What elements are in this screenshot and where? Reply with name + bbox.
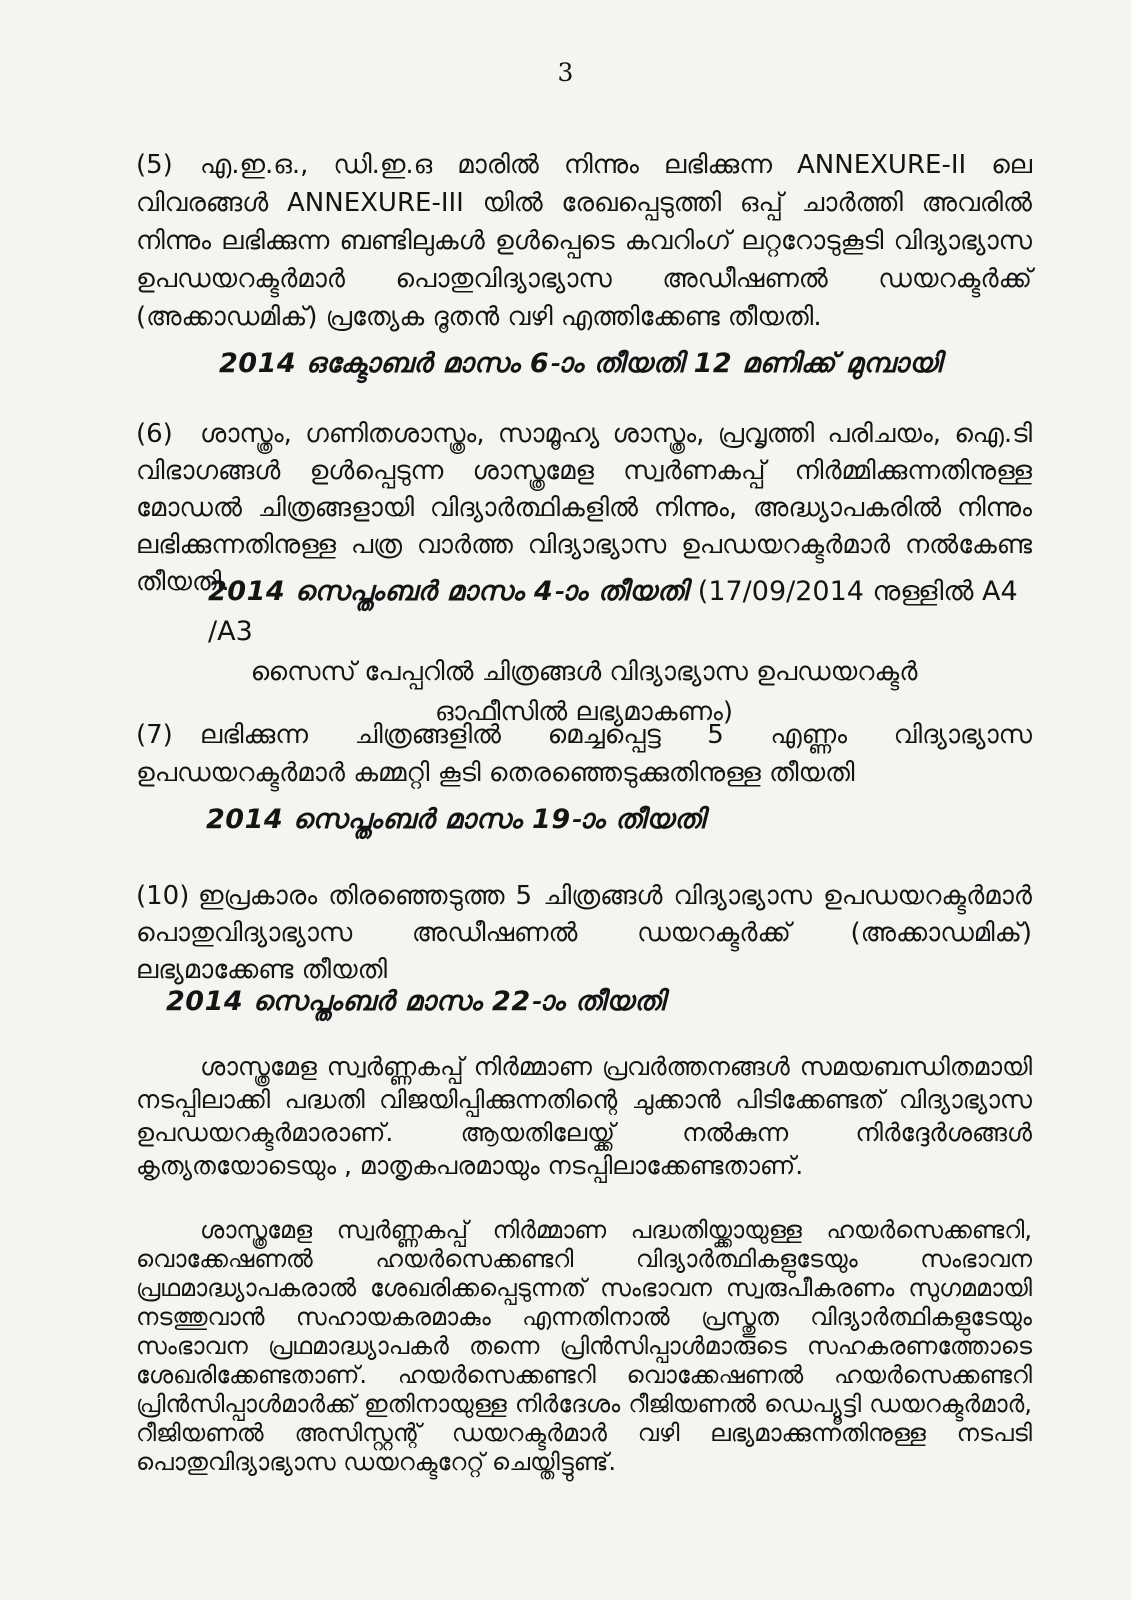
paragraph-10-text: ഇപ്രകാരം തിരഞ്ഞെടുത്ത 5 ചിത്രങ്ങൾ വിദ്യാഭ്യാസ ഉപഡയറക്ടർമാർ പൊതുവിദ്യാഭ്യാസ അഡീഷണൽ ഡയറക്ടർക്ക് (അക്കാഡമിക്) ലഭ്യമാക്കേണ്ട തീയതി [136,881,1032,985]
paragraph-7-text: ലഭിക്കുന്ന ചിത്രങ്ങളിൽ മെച്ചപ്പെട്ട 5 എണ്ണം വിദ്യാഭ്യാസ ഉപഡയറക്ടർമാർ കമ്മറ്റി കൂടി തെരഞ്ഞെടുക്കുതിനുള്ള തീയതി [136,720,1032,788]
date-heading-september-4-line2: സൈസ് പേപ്പറിൽ ചിത്രങ്ങൾ വിദ്യാഭ്യാസ ഉപഡയറക്ടർ [250,657,918,687]
date-heading-september-19: 2014 സെപ്തംബർ മാസം 19-ാം തീയതി [206,804,706,835]
date-heading-september-4-line3: ഓഫീസിൽ ലഭ്യമാകണം) [434,697,734,727]
paragraph-highersecondary: ശാസ്ത്രമേള സ്വർണ്ണകപ്പ് നിർമ്മാണ പദ്ധതിയ്ക്കായുള്ള ഹയർസെക്കണ്ടറി, വൊക്കേഷണൽ ഹയർസെക്കണ്ടറി വിദ്യാർത്ഥികളുടേയും സംഭാവന പ്രഥമാദ്ധ്യാപകരാൽ ശേഖരിക്കപ്പെടുന്നത് സംഭാവന സ്വരുപീകരണം സുഗമമായി നടത്തുവാൻ സഹായകരമാകും എന്നതിനാൽ പ്രസ്തുത വിദ്യാർത്ഥികളുടേയും സംഭാവന പ്രഥമാദ്ധ്യാപകർ തന്നെ പ്രിൻസിപ്പാൾമാരുടെ സഹകരണത്തോടെ ശേഖരിക്കേണ്ടതാണ്. ഹയർസെക്കണ്ടറി വൊക്കേഷണൽ ഹയർസെക്കണ്ടറി പ്രിൻസിപ്പാൾമാർക്ക് ഇതിനായുള്ള നിർദേശം റീജിയണൽ ഡെപ്യൂട്ടി ഡയറക്ടർമാർ, റീജിയണൽ അസിസ്റ്റന്റ് ഡയറക്ടർമാർ വഴി ലഭ്യമാക്കുന്നതിനുള്ള നടപടി പൊതുവിദ്യാഭ്യാസ ഡയറക്ടറേറ്റ് ചെയ്തിട്ടുണ്ട്. [136,1216,1032,1476]
date-heading-september-4-line1 [136,572,1032,652]
paragraph-5-text: എ.ഇ.ഒ., ഡി.ഇ.ഒ മാരിൽ നിന്നും ലഭിക്കുന്ന ANNEXURE-II ലെ വിവരങ്ങൾ ANNEXURE-III യിൽ രേഖപ്പെടുത്തി ഒപ്പ് ചാർത്തി അവരിൽ നിന്നും ലഭിക്കുന്ന ബണ്ടിലുകൾ ഉൾപ്പെടെ കവറിംഗ് ലറ്ററോടുകൂടി വിദ്യാഭ്യാസ ഉപഡയറക്ടർമാർ പൊതുവിദ്യാഭ്യാസ അഡീഷണൽ ഡയറക്ടർക്ക് (അക്കാഡമിക്) പ്രത്യേക ദൂതൻ വഴി എത്തിക്കേണ്ട തീയതി. [136,150,1032,332]
paragraph-7-number: (7) [136,720,173,750]
paragraph-5-number: (5) [136,150,173,180]
date-heading-september-4-bold: 2014 സെപ്തംബർ മാസം 4-ാം തീയതി [208,576,688,607]
paragraph-6-number: (6) [136,419,173,449]
paragraph-5 [136,146,1032,336]
paragraph-10-number: (10) [136,881,190,911]
date-heading-september-4 [136,572,1032,732]
page-number: 3 [557,58,574,87]
date-heading-september-4-note: (17/09/2014 നുള്ളിൽ A4 /A3 [208,576,1018,647]
date-heading-september-22: 2014 സെപ്തംബർ മാസം 22-ാം തീയതി [166,986,666,1017]
date-heading-october-6: 2014 ഒക്ടോബർ മാസം 6-ാം തീയതി 12 മണിക്ക് മുമ്പായി [219,348,942,379]
paragraph-10 [136,878,1032,989]
paragraph-7 [136,716,1032,792]
paragraph-responsibility: ശാസ്ത്രമേള സ്വർണ്ണകപ്പ് നിർമ്മാണ പ്രവർത്തനങ്ങൾ സമയബന്ധിതമായി നടപ്പിലാക്കി പദ്ധതി വിജയിപ്പിക്കുന്നതിന്റെ ചുക്കാൻ പിടിക്കേണ്ടത് വിദ്യാഭ്യാസ ഉപഡയറക്ടർമാരാണ്. ആയതിലേയ്ക്ക് നൽകുന്ന നിർദ്ദേർശങ്ങൾ കൃത്യതയോടെയും , മാതൃകപരമായും നടപ്പിലാക്കേണ്ടതാണ്. [136,1052,1032,1180]
paragraph-6-text: ശാസ്ത്രം, ഗണിതശാസ്ത്രം, സാമൂഹ്യ ശാസ്ത്രം, പ്രവൃത്തി പരിചയം, ഐ.ടി വിഭാഗങ്ങൾ ഉൾപ്പെടുന്ന ശാസ്ത്രമേള സ്വർണകപ്പ് നിർമ്മിക്കുന്നതിനുള്ള മോഡൽ ചിത്രങ്ങളായി വിദ്യാർത്ഥികളിൽ നിന്നും, അദ്ധ്യാപകരിൽ നിന്നും ലഭിക്കുന്നതിനുള്ള പത്ര വാർത്ത വിദ്യാഭ്യാസ ഉപഡയറക്ടർമാർ നൽകേണ്ട തീയതി. [136,419,1032,597]
